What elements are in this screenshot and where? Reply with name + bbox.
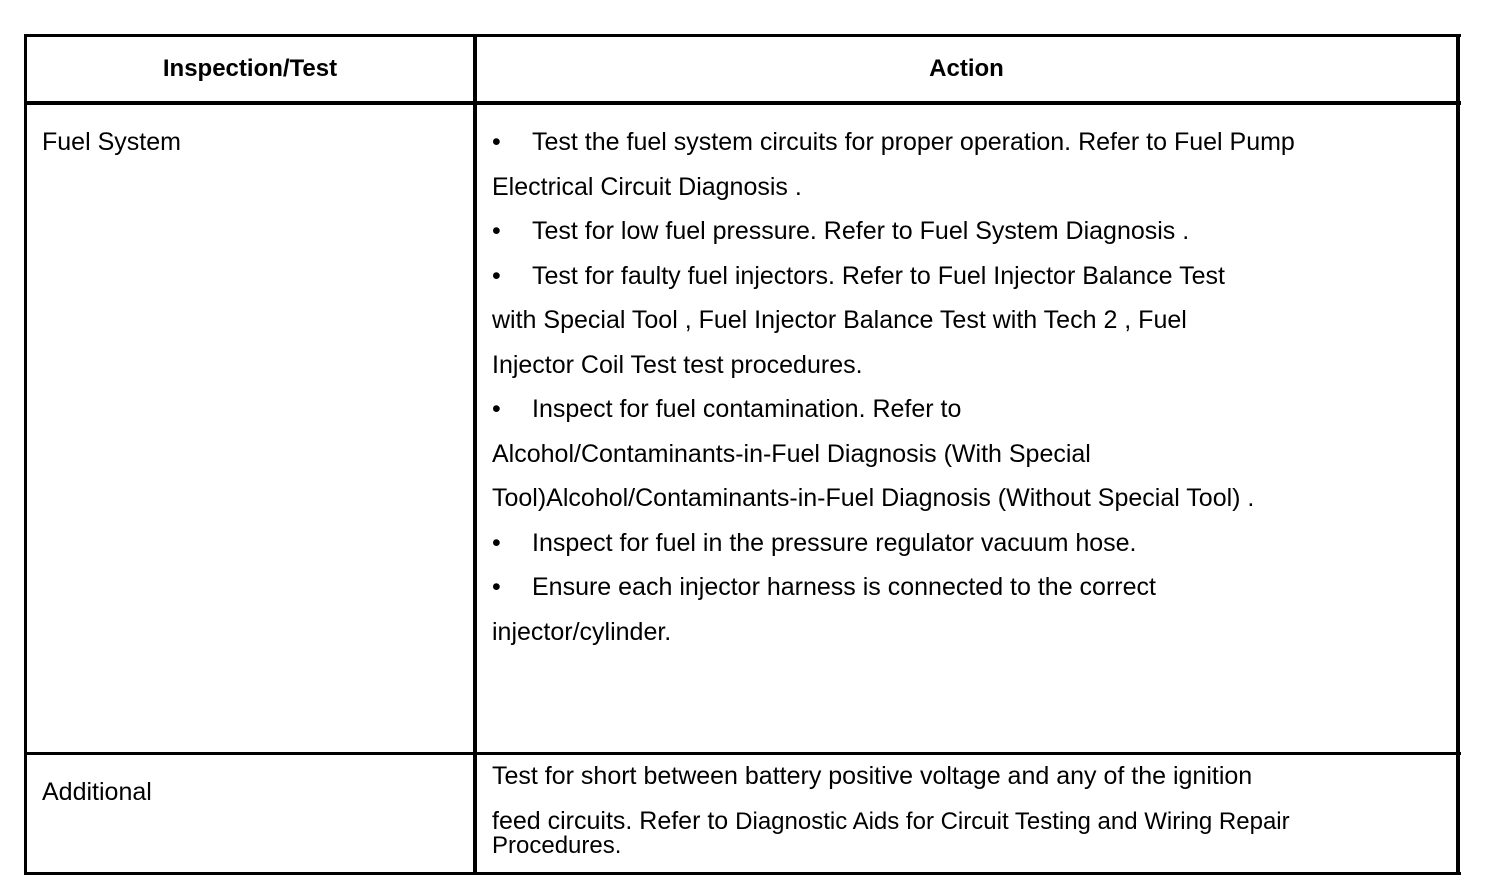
bullet-icon: •	[492, 217, 501, 245]
action-line: Alcohol/Contaminants-in-Fuel Diagnosis (With Special	[492, 439, 1091, 468]
additional-actions	[492, 754, 1290, 859]
action-line: Test for short between battery positive voltage and any of the ignition	[492, 762, 1253, 790]
action-line: Injector Coil Test test procedures.	[492, 350, 863, 379]
action-line: • Test for faulty fuel injectors. Refer to Fuel Injector Balance Test	[492, 254, 1295, 299]
action-line: • Inspect for fuel in the pressure regulator vacuum hose.	[492, 521, 1295, 566]
table-left-border	[24, 34, 27, 875]
table-right-border	[1456, 34, 1460, 875]
action-line: • Test for low fuel pressure. Refer to Fuel System Diagnosis .	[492, 209, 1295, 254]
column-divider	[473, 34, 477, 875]
bullet-icon: •	[492, 128, 501, 156]
bullet-icon: •	[492, 395, 501, 423]
bullet-icon: •	[492, 261, 501, 290]
action-line: feed circuits. Refer to Diagnostic Aids for Circuit Testing and Wiring Repair	[492, 806, 1290, 835]
row-label-fuel-system: Fuel System	[42, 128, 181, 156]
inspection-table	[24, 34, 1461, 876]
row-label-additional: Additional	[42, 778, 152, 806]
action-line: with Special Tool , Fuel Injector Balance Test with Tech 2 , Fuel	[492, 306, 1187, 334]
action-line: • Test the fuel system circuits for proper operation. Refer to Fuel Pump	[492, 120, 1295, 165]
action-line: Electrical Circuit Diagnosis .	[492, 172, 802, 201]
fuel-system-actions	[492, 120, 1295, 654]
action-line: Procedures.	[492, 832, 622, 859]
bullet-icon: •	[492, 573, 501, 601]
header-action: Action	[929, 55, 1004, 82]
table-bottom-border	[24, 872, 1461, 875]
action-line: injector/cylinder.	[492, 617, 672, 646]
bullet-icon: •	[492, 528, 501, 557]
action-line: • Ensure each injector harness is connected to the correct	[492, 565, 1295, 610]
header-inspection-test: Inspection/Test	[162, 55, 338, 82]
action-line: Tool)Alcohol/Contaminants-in-Fuel Diagnosis (Without Special Tool) .	[492, 484, 1255, 512]
action-line: • Inspect for fuel contamination. Refer to	[492, 387, 1295, 432]
